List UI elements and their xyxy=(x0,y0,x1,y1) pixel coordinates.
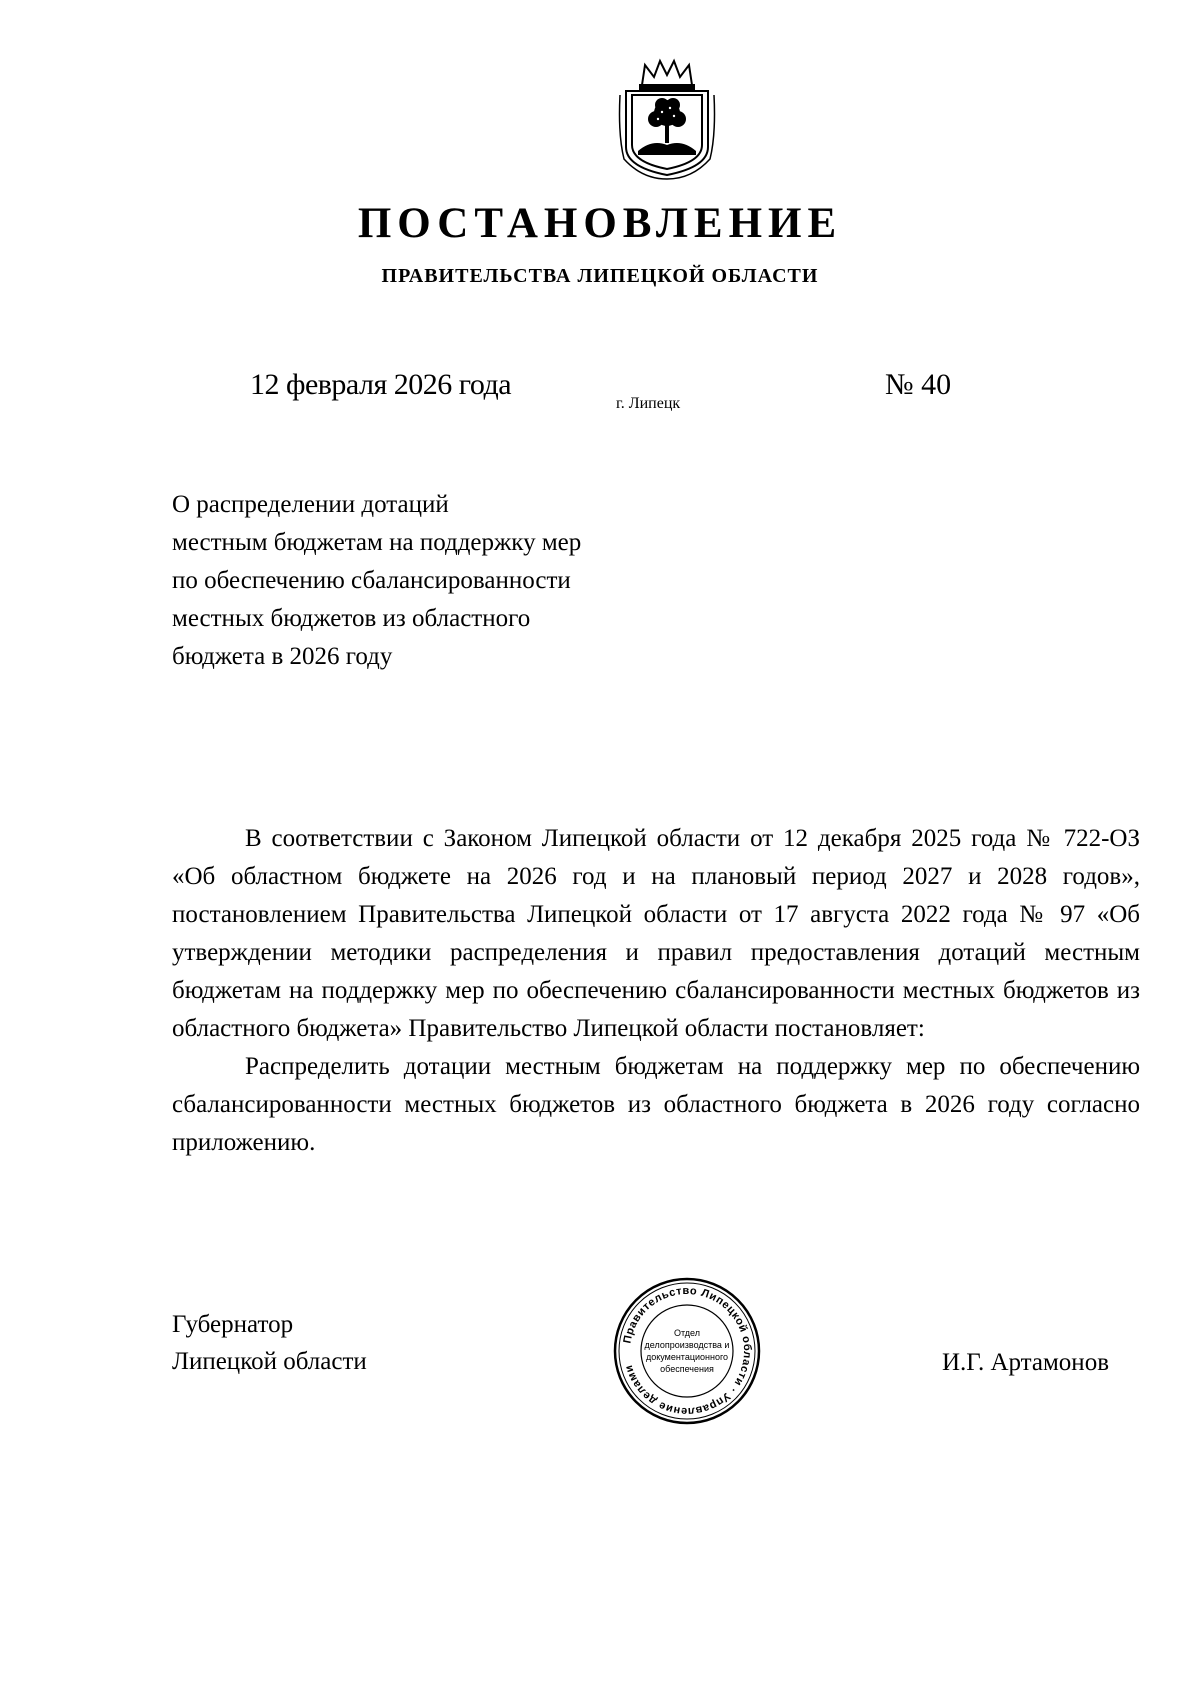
subject-line: по обеспечению сбалансированности xyxy=(172,567,571,594)
seal-center-text: обеспечения xyxy=(660,1364,714,1374)
seal-center-text: Отдел xyxy=(673,1328,701,1338)
subject-line: местных бюджетов из областного xyxy=(172,605,531,632)
subject-line: местным бюджетам на поддержку мер xyxy=(172,529,582,556)
subject-line: О распределении дотаций xyxy=(172,491,449,518)
official-seal-icon xyxy=(612,1276,762,1426)
document-subject xyxy=(172,486,732,676)
signatory-name: И.Г. Артамонов xyxy=(942,1349,1109,1376)
signatory-position xyxy=(172,1306,367,1380)
document-number: № 40 xyxy=(885,368,952,401)
issuing-authority: ПРАВИТЕЛЬСТВА ЛИПЕЦКОЙ ОБЛАСТИ xyxy=(381,265,819,287)
signatory-position-line: Губернатор xyxy=(172,1311,294,1338)
document-title: ПОСТАНОВЛЕНИЕ xyxy=(357,200,843,247)
subject-line: бюджета в 2026 году xyxy=(172,643,393,670)
seal-center-text: делопроизводства и xyxy=(644,1340,730,1350)
signatory-position-line: Липецкой области xyxy=(172,1348,367,1375)
seal-center-text: документационного xyxy=(645,1352,729,1362)
body-paragraph: В соответствии с Законом Липецкой области от 12 декабря 2025 года № 722-ОЗ «Об областном бюджете на 2026 год и на плановый период 2027 и 2028 годов», постановлением Правительства Липецкой области от 17 августа 2022 года № 97 «Об утверждении методики распределения и правил предоставления дотаций местным бюджетам на поддержку мер по обеспечению сбалансированности местных бюджетов из областного бюджета» Правительство Липецкой области постановляет: xyxy=(172,825,1140,1042)
seal-outer-text: Правительство Липецкой области · Управление делами xyxy=(621,1284,754,1418)
document-date: 12 февраля 2026 года xyxy=(250,368,512,401)
lipetsk-region-coat-of-arms-icon xyxy=(612,55,722,181)
document-place: г. Липецк xyxy=(616,395,681,412)
body-paragraph: Распределить дотации местным бюджетам на поддержку мер по обеспечению сбалансированности местных бюджетов из областного бюджета в 2026 году согласно приложению. xyxy=(172,1053,1140,1156)
document-body xyxy=(172,820,1140,1162)
